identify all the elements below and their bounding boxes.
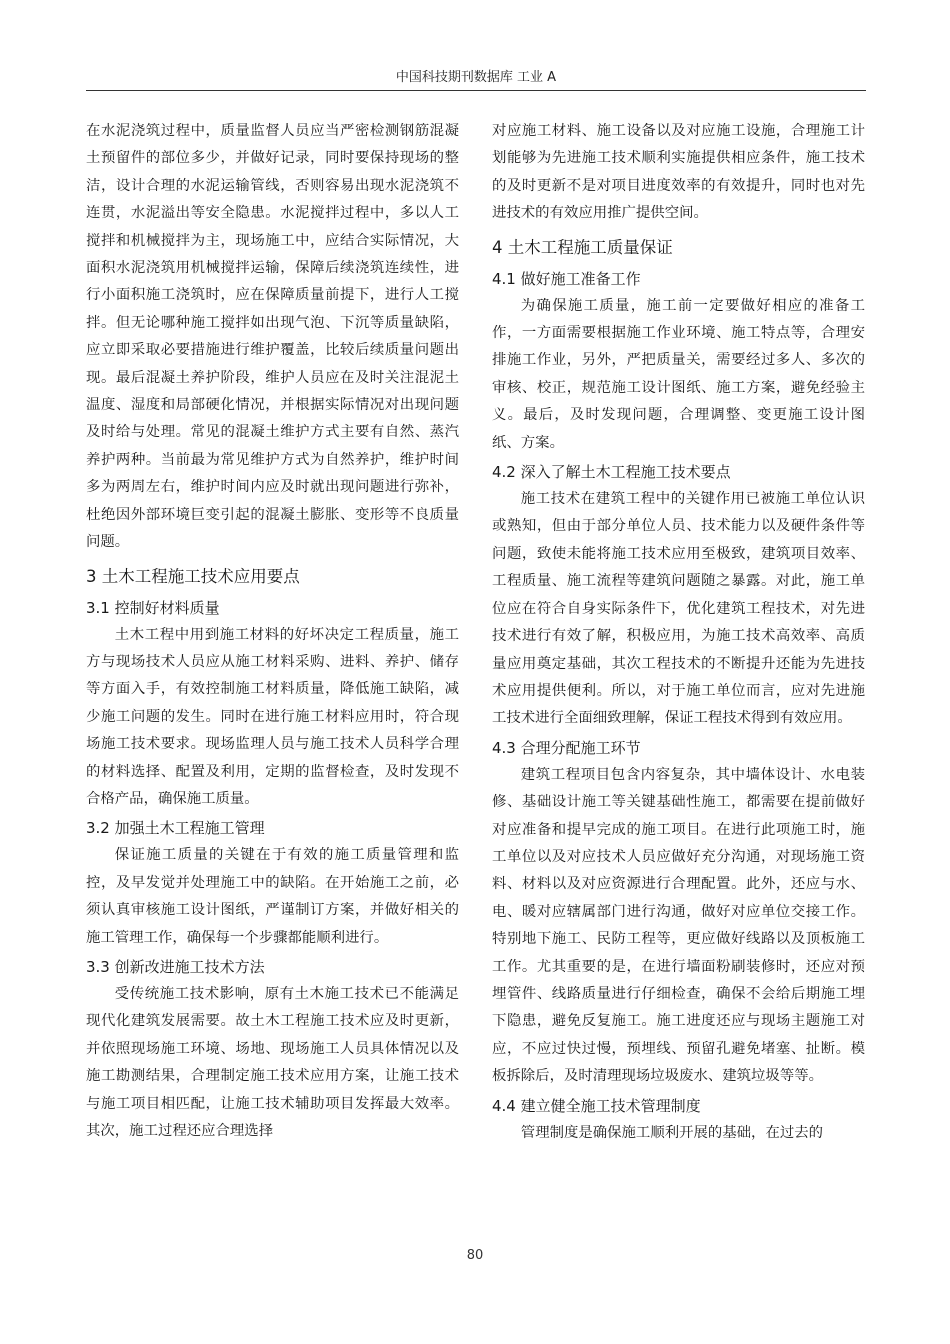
continued-paragraph: 对应施工材料、施工设备以及对应施工设施，合理施工计划能够为先进施工技术顺利实施提供相应条件，施工技术的及时更新不是对项目进度效率的有效提升，同时也对先进技术的有效应用推广提供空间。 <box>492 123 865 222</box>
section-4-1-paragraph: 为确保施工质量，施工前一定要做好相应的准备工作，一方面需要根据施工作业环境、施工特点等，合理安排施工作业，另外，严把质量关，需要经过多人、多次的审核、校正，规范施工设计图纸、施工方案，避免经验主义。最后，及时发现问题，合理调整、变更施工设计图纸、方案。 <box>492 297 865 451</box>
section-3-1-heading: 3.1 控制好材料质量 <box>86 598 220 617</box>
section-4-4-heading: 4.4 建立健全施工技术管理制度 <box>492 1096 701 1115</box>
section-4-4-paragraph: 管理制度是确保施工顺利开展的基础，在过去的 <box>520 1124 824 1141</box>
section-4-2-heading: 4.2 深入了解土木工程施工技术要点 <box>492 463 731 482</box>
section-3-2-heading: 3.2 加强土木工程施工管理 <box>86 819 265 838</box>
header-rule <box>86 90 866 91</box>
section-4-1-heading: 4.1 做好施工准备工作 <box>492 269 641 288</box>
section-4-3-heading: 4.3 合理分配施工环节 <box>492 738 641 757</box>
section-4-heading: 4 土木工程施工质量保证 <box>492 237 673 257</box>
section-4-3-paragraph: 建筑工程项目包含内容复杂，其中墙体设计、水电装修、基础设计施工等关键基础性施工，都需要在提前做好对应准备和提早完成的施工项目。在进行此项施工时，施工单位以及对应技术人员应做好充分沟通，对现场施工资料、材料以及对应资源进行合理配置。此外，还应与水、电、暖对应辖属部门进行沟通，做好对应单位交接工作。特别地下施工、民防工程等，更应做好线路以及顶板施工工作。尤其重要的是，在进行墙面粉刷装修时，还应对预埋管件、线路质量进行仔细检查，确保不会给后期施工埋下隐患，避免反复施工。施工进度还应与现场主题施工对应，不应过快过慢，预埋线、预留孔避免堵塞、扯断。模板拆除后，及时清理现场垃圾废水、建筑垃圾等等。 <box>492 766 865 1085</box>
intro-paragraph: 在水泥浇筑过程中，质量监督人员应当严密检测钢筋混凝土预留件的部位多少，并做好记录，同时要保持现场的整洁，设计合理的水泥运输管线，否则容易出现水泥浇筑不连贯，水泥溢出等安全隐患。水泥搅拌过程中，多以人工搅拌和机械搅拌为主，现场施工中，应结合实际情况，大面积水泥浇筑用机械搅拌运输，保障后续浇筑连续性，进行小面积施工浇筑时，应在保障质量前提下，进行人工搅拌。但无论哪种施工搅拌如出现气泡、下沉等质量缺陷，应立即采取必要措施进行维护覆盖，比较后续质量问题出现。最后混凝土养护阶段，维护人员应在及时关注混泥土温度、湿度和局部硬化情况，并根据实际情况对出现问题及时给与处理。常见的混凝土维护方式主要有自然、蒸汽养护两种。当前最为常见维护方式为自然养护，维护时间多为两周左右，维护时间内应及时就出现问题进行弥补，杜绝因外部环境巨变引起的混凝土膨胀、变形等不良质量问题。 <box>86 123 459 551</box>
section-3-3-heading: 3.3 创新改进施工技术方法 <box>86 957 265 976</box>
section-3-2-paragraph: 保证施工质量的关键在于有效的施工质量管理和监控，及早发觉并处理施工中的缺陷。在开始施工之前，必须认真审核施工设计图纸，严谨制订方案，并做好相关的施工管理工作，确保每一个步骤都能顺利进行。 <box>86 847 459 946</box>
right-column <box>492 118 865 1147</box>
left-column <box>86 118 459 1145</box>
journal-header: 中国科技期刊数据库 工业 A <box>395 70 557 85</box>
section-3-heading: 3 土木工程施工技术应用要点 <box>86 566 300 586</box>
section-3-1-paragraph: 土木工程中用到施工材料的好坏决定工程质量，施工方与现场技术人员应从施工材料采购、进料、养护、储存等方面入手，有效控制施工材料质量，降低施工缺陷，减少施工问题的发生。同时在进行施工材料应用时，符合现场施工技术要求。现场监理人员与施工技术人员科学合理的材料选择、配置及利用，定期的监督检查，及时发现不合格产品，确保施工质量。 <box>86 626 459 807</box>
section-3-3-paragraph: 受传统施工技术影响，原有土木施工技术已不能满足现代化建筑发展需要。故土木工程施工技术应及时更新，并依照现场施工环境、场地、现场施工人员具体情况以及施工勘测结果，合理制定施工技术应用方案，让施工技术与施工项目相匹配，让施工技术辅助项目发挥最大效率。其次，施工过程还应合理选择 <box>86 985 459 1139</box>
section-4-2-paragraph: 施工技术在建筑工程中的关键作用已被施工单位认识或熟知，但由于部分单位人员、技术能力以及硬件条件等问题，致使未能将施工技术应用至极致，建筑项目效率、工程质量、施工流程等建筑问题随之暴露。对此，施工单位应在符合自身实际条件下，优化建筑工程技术，对先进技术进行有效了解，积极应用，为施工技术高效率、高质量应用奠定基础，其次工程技术的不断提升还能为先进技术应用提供便利。所以，对于施工单位而言，应对先进施工技术进行全面细致理解，保证工程技术得到有效应用。 <box>492 491 865 727</box>
page-number: 80 <box>466 1248 484 1263</box>
